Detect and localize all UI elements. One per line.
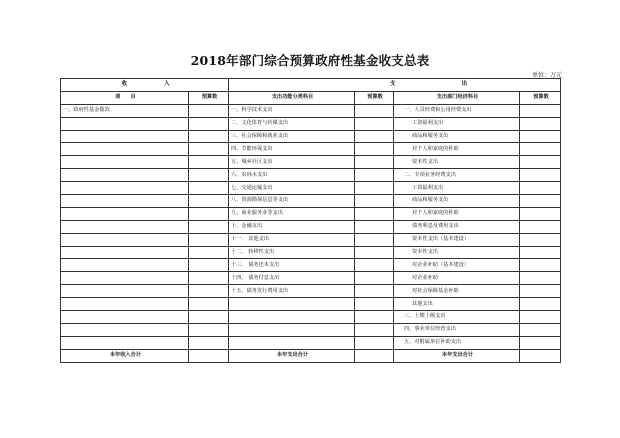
budget3-cell — [520, 272, 561, 285]
item-cell — [61, 182, 189, 195]
item-cell — [61, 259, 189, 272]
budget2-cell — [355, 259, 394, 272]
budget2-cell — [355, 143, 394, 156]
func-cell: 六、农林水支出 — [229, 169, 355, 182]
budget2-cell — [355, 169, 394, 182]
func-cell: 十五、债务发行费用支出 — [229, 285, 355, 298]
budget2-cell — [355, 233, 394, 246]
total-econ-label: 本年支出合计 — [394, 349, 520, 362]
table-row — [61, 130, 561, 143]
item-cell — [61, 246, 189, 259]
econ-cell: 工资福利支出 — [394, 117, 520, 130]
budget1-cell — [189, 285, 229, 298]
income-header-b: 入 — [163, 81, 170, 88]
item-cell — [61, 285, 189, 298]
econ-cell: 商品和服务支出 — [394, 195, 520, 208]
total-income-value — [189, 349, 229, 362]
budget1-cell — [189, 169, 229, 182]
budget1-cell — [189, 117, 229, 130]
econ-cell: 对企业补助（基本建设） — [394, 259, 520, 272]
column-header-row — [61, 91, 561, 104]
col-header-item: 项 目 — [61, 91, 189, 104]
econ-cell: 其他支出 — [394, 298, 520, 311]
table-row — [61, 117, 561, 130]
budget3-cell — [520, 311, 561, 324]
budget3-cell — [520, 336, 561, 349]
table-row — [61, 298, 561, 311]
table-row — [61, 182, 561, 195]
func-cell — [229, 298, 355, 311]
budget1-cell — [189, 130, 229, 143]
section-header-row — [61, 79, 561, 92]
budget2-cell — [355, 272, 394, 285]
econ-cell: 四、事业单位经营支出 — [394, 323, 520, 336]
total-income-label: 本年收入合计 — [61, 349, 189, 362]
budget2-cell — [355, 311, 394, 324]
budget3-cell — [520, 117, 561, 130]
budget1-cell — [189, 207, 229, 220]
econ-cell: 对个人和家庭的补助 — [394, 143, 520, 156]
table-row — [61, 104, 561, 117]
budget1-cell — [189, 220, 229, 233]
total-func-value — [355, 349, 394, 362]
budget1-cell — [189, 298, 229, 311]
func-cell: 八、资源勘探信息等支出 — [229, 195, 355, 208]
func-cell: 十四、 债务付息支出 — [229, 272, 355, 285]
econ-cell: 对社会保障基金补助 — [394, 285, 520, 298]
budget1-cell — [189, 311, 229, 324]
budget3-cell — [520, 207, 561, 220]
budget1-cell — [189, 336, 229, 349]
func-cell — [229, 336, 355, 349]
budget3-cell — [520, 220, 561, 233]
item-cell: 一、政府性基金拨款 — [61, 104, 189, 117]
budget2-cell — [355, 195, 394, 208]
budget3-cell — [520, 130, 561, 143]
econ-cell: 对企业补助 — [394, 272, 520, 285]
expense-header-a: 支 — [389, 81, 396, 88]
budget-table — [60, 78, 561, 363]
func-cell: 四、节能环保支出 — [229, 143, 355, 156]
econ-cell: 资本性支出 — [394, 246, 520, 259]
item-cell — [61, 169, 189, 182]
budget2-cell — [355, 182, 394, 195]
table-row — [61, 323, 561, 336]
budget1-cell — [189, 259, 229, 272]
table-row — [61, 233, 561, 246]
table-row — [61, 311, 561, 324]
budget3-cell — [520, 233, 561, 246]
econ-cell: 一、人员经费和公用经费支出 — [394, 104, 520, 117]
table-row — [61, 272, 561, 285]
budget3-cell — [520, 104, 561, 117]
budget3-cell — [520, 323, 561, 336]
unit-label: 单位：万元 — [531, 72, 562, 79]
budget3-cell — [520, 156, 561, 169]
income-section-header — [61, 79, 229, 92]
func-cell: 九、商业服务业等支出 — [229, 207, 355, 220]
func-cell: 七、交通运输支出 — [229, 182, 355, 195]
item-cell — [61, 220, 189, 233]
totals-row — [61, 349, 561, 362]
func-cell: 十一、 其他支出 — [229, 233, 355, 246]
total-econ-value — [520, 349, 561, 362]
econ-cell: 二、专项业务经费支出 — [394, 169, 520, 182]
func-cell: 十二、 转移性支出 — [229, 246, 355, 259]
econ-cell: 资本性支出 — [394, 156, 520, 169]
table-row — [61, 156, 561, 169]
item-cell — [61, 323, 189, 336]
budget2-cell — [355, 336, 394, 349]
budget1-cell — [189, 156, 229, 169]
col-header-budget3: 预算数 — [520, 91, 561, 104]
budget3-cell — [520, 182, 561, 195]
budget1-cell — [189, 233, 229, 246]
col-header-func: 支出功能分类科目 — [229, 91, 355, 104]
budget2-cell — [355, 207, 394, 220]
budget1-cell — [189, 143, 229, 156]
budget2-cell — [355, 104, 394, 117]
item-cell — [61, 156, 189, 169]
table-row — [61, 220, 561, 233]
table-row — [61, 336, 561, 349]
budget2-cell — [355, 117, 394, 130]
budget2-cell — [355, 246, 394, 259]
func-cell — [229, 323, 355, 336]
func-cell: 十、金融支出 — [229, 220, 355, 233]
item-cell — [61, 311, 189, 324]
item-cell — [61, 336, 189, 349]
econ-cell: 债务利息及费用支出 — [394, 220, 520, 233]
func-cell: 一、科学技术支出 — [229, 104, 355, 117]
budget3-cell — [520, 285, 561, 298]
budget2-cell — [355, 285, 394, 298]
budget2-cell — [355, 130, 394, 143]
econ-cell: 工资福利支出 — [394, 182, 520, 195]
econ-cell: 三、上缴上级支出 — [394, 311, 520, 324]
item-cell — [61, 272, 189, 285]
func-cell: 五、城乡社区支出 — [229, 156, 355, 169]
income-header-a: 收 — [121, 81, 128, 88]
budget1-cell — [189, 272, 229, 285]
budget3-cell — [520, 195, 561, 208]
func-cell: 二、文化体育与传媒支出 — [229, 117, 355, 130]
item-cell — [61, 195, 189, 208]
table-row — [61, 246, 561, 259]
table-row — [61, 207, 561, 220]
table-row — [61, 143, 561, 156]
table-row — [61, 169, 561, 182]
table-row — [61, 259, 561, 272]
func-cell — [229, 311, 355, 324]
budget1-cell — [189, 104, 229, 117]
budget2-cell — [355, 323, 394, 336]
item-cell — [61, 233, 189, 246]
budget2-cell — [355, 156, 394, 169]
budget1-cell — [189, 195, 229, 208]
econ-cell: 商品和服务支出 — [394, 130, 520, 143]
budget1-cell — [189, 246, 229, 259]
budget3-cell — [520, 169, 561, 182]
table-row — [61, 195, 561, 208]
func-cell: 十三、 债务还本支出 — [229, 259, 355, 272]
budget3-cell — [520, 259, 561, 272]
page-title: 2018年部门综合预算政府性基金收支总表 — [190, 53, 430, 68]
total-func-label: 本年支出合计 — [229, 349, 355, 362]
item-cell — [61, 117, 189, 130]
econ-cell: 对个人和家庭的补助 — [394, 207, 520, 220]
expense-section-header — [229, 79, 561, 92]
budget3-cell — [520, 143, 561, 156]
budget3-cell — [520, 298, 561, 311]
item-cell — [61, 207, 189, 220]
budget3-cell — [520, 246, 561, 259]
func-cell: 三、社会保障和就业支出 — [229, 130, 355, 143]
col-header-econ: 支出部门经济科目 — [394, 91, 520, 104]
col-header-budget1: 预算数 — [189, 91, 229, 104]
budget2-cell — [355, 298, 394, 311]
table-row — [61, 285, 561, 298]
econ-cell: 五、对附属单位补助支出 — [394, 336, 520, 349]
col-header-budget2: 预算数 — [355, 91, 394, 104]
item-cell — [61, 130, 189, 143]
item-cell — [61, 143, 189, 156]
budget2-cell — [355, 220, 394, 233]
budget1-cell — [189, 323, 229, 336]
budget1-cell — [189, 182, 229, 195]
expense-header-b: 出 — [461, 81, 468, 88]
econ-cell: 资本性支出（基本建设） — [394, 233, 520, 246]
item-cell — [61, 298, 189, 311]
